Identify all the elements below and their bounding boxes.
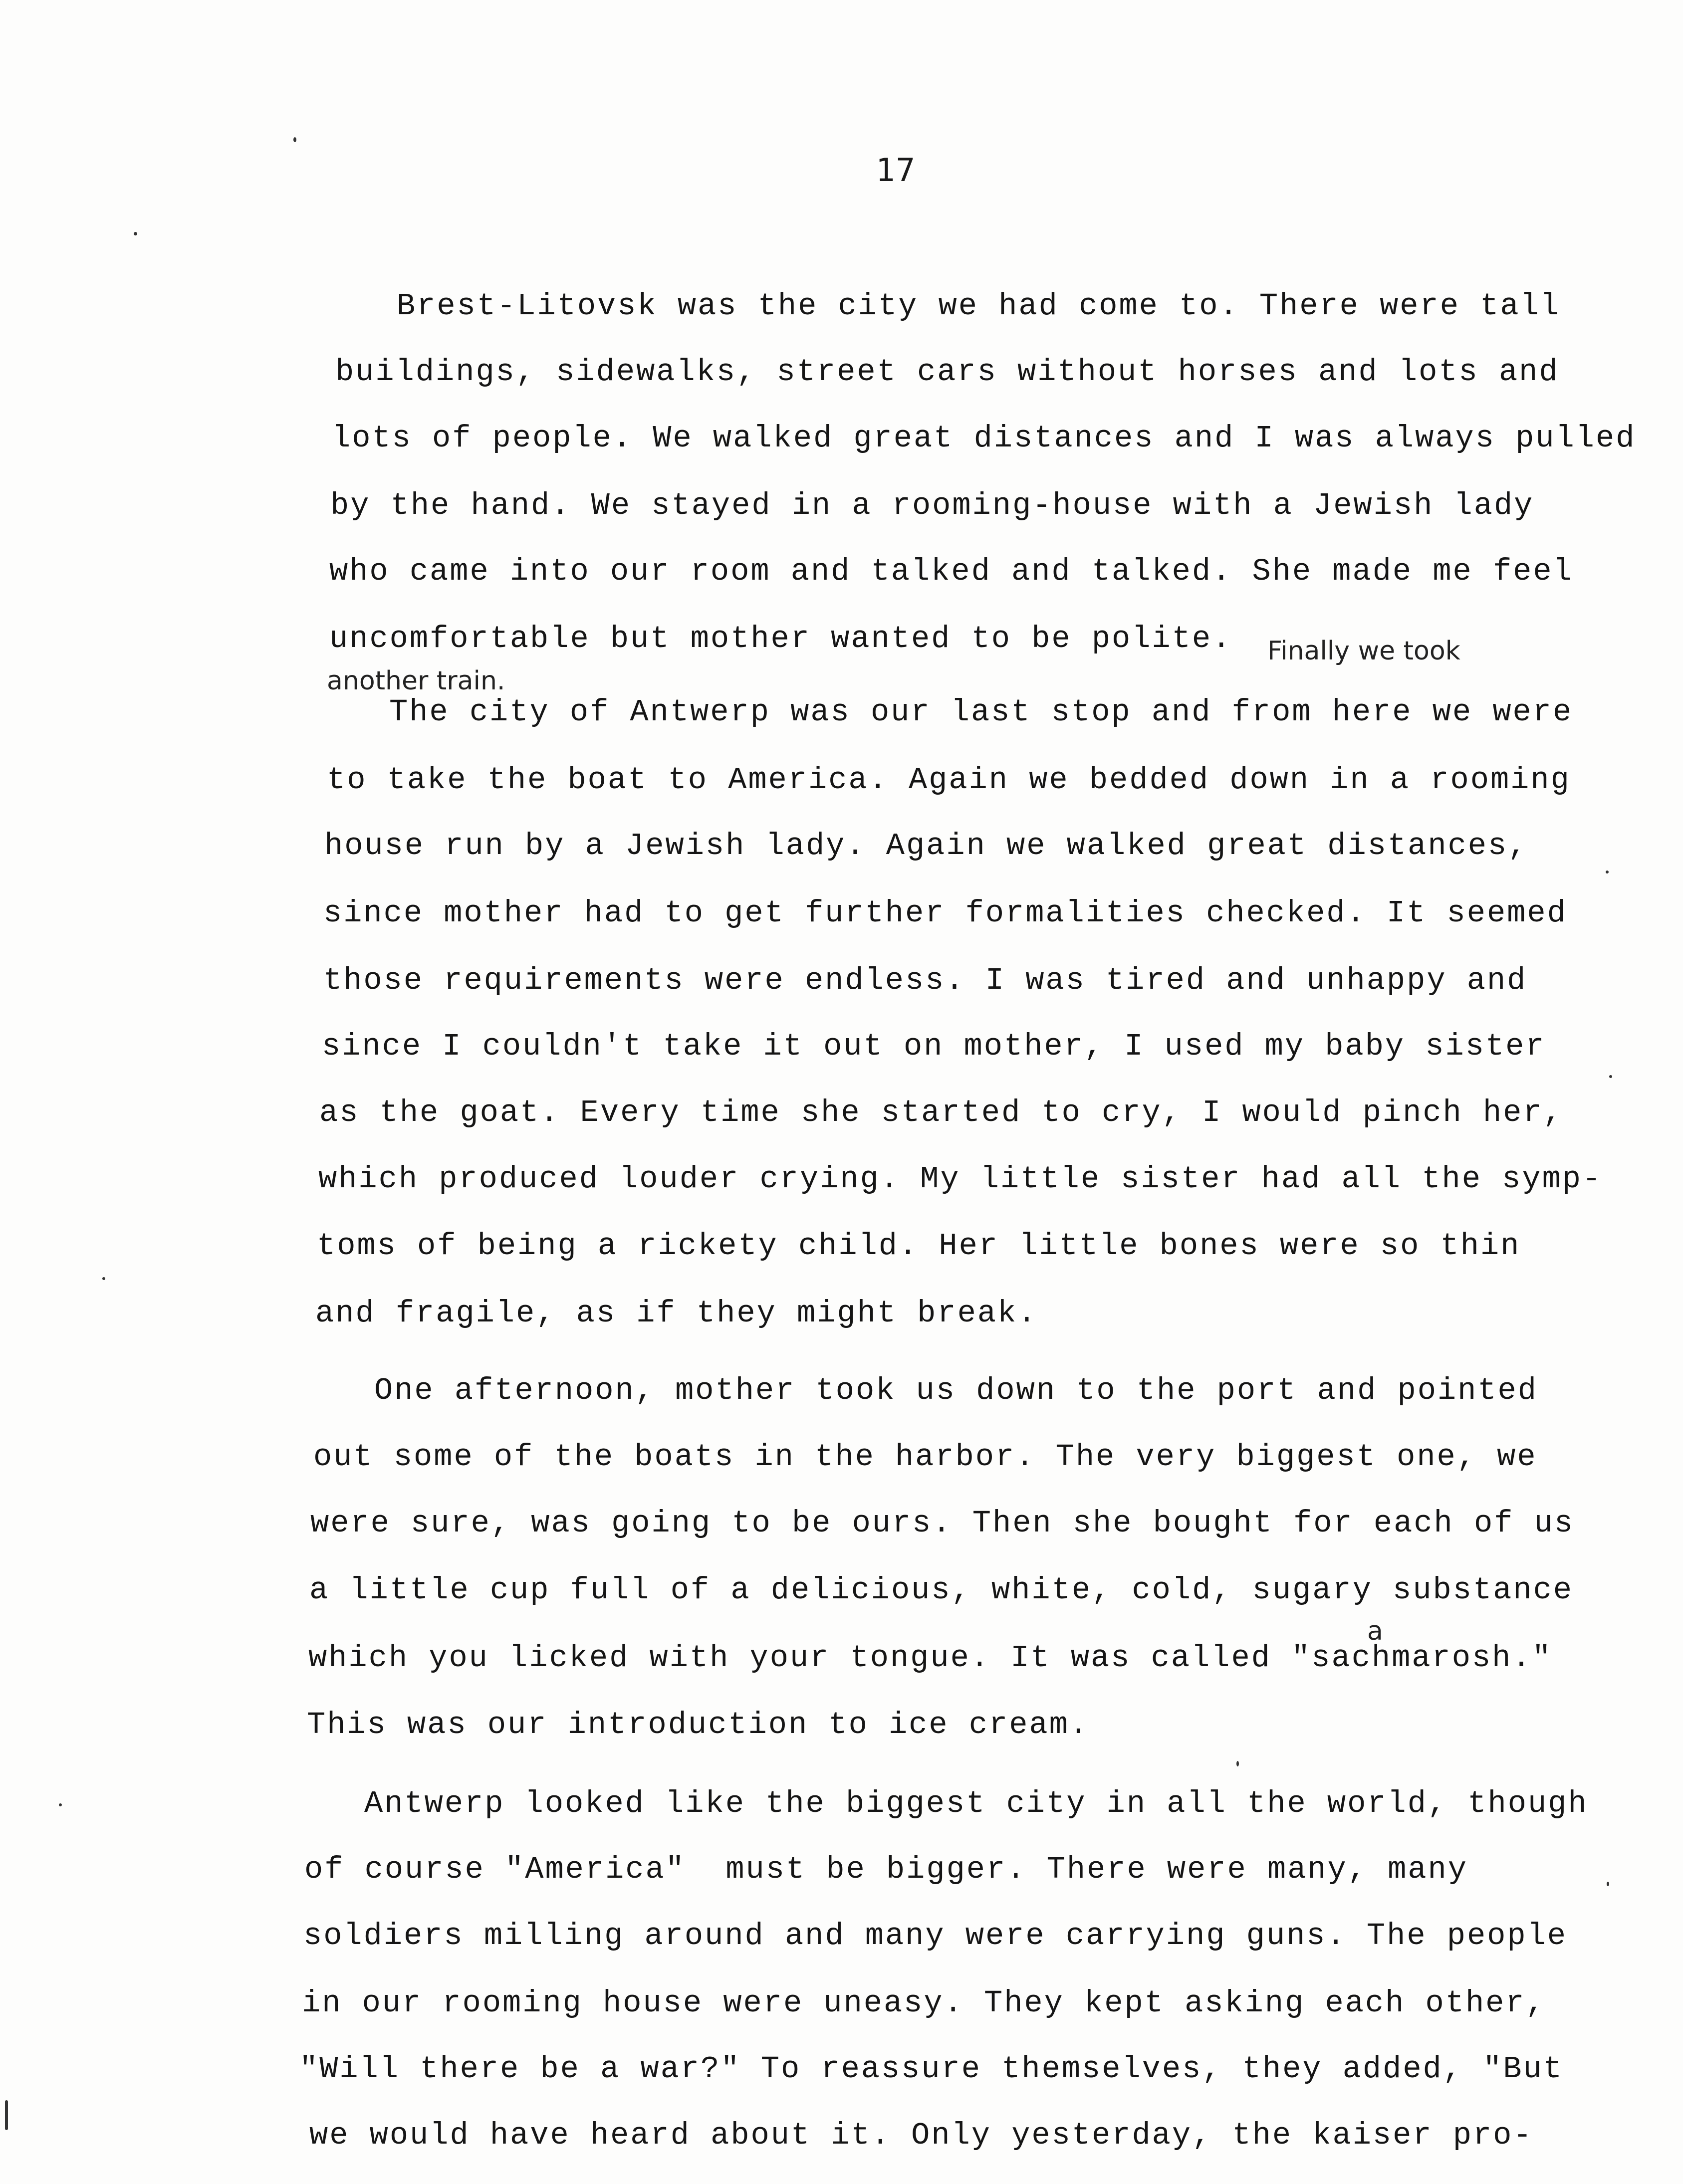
text-line: The city of Antwerp was our last stop and from here we were	[389, 694, 1573, 730]
scan-speck	[293, 137, 296, 142]
text-line: were sure, was going to be ours. Then she bought for each of us	[310, 1506, 1574, 1541]
scan-speck	[1609, 1075, 1612, 1078]
scan-speck	[5, 2100, 8, 2130]
scan-speck	[1236, 1761, 1239, 1766]
text-line: One afternoon, mother took us down to the port and pointed	[374, 1373, 1538, 1408]
handwritten-insert: Finally we took	[1267, 636, 1460, 666]
text-line: house run by a Jewish lady. Again we walked great distances,	[324, 828, 1528, 864]
text-line: Antwerp looked like the biggest city in all the world, though	[364, 1786, 1588, 1821]
text-line: "Will there be a war?" To reassure themselves, they added, "But	[299, 2051, 1563, 2087]
scan-speck	[134, 232, 137, 235]
scan-speck	[1607, 1882, 1609, 1886]
text-line: of course "America" must be bigger. There were many, many	[304, 1852, 1468, 1887]
text-line: uncomfortable but mother wanted to be polite.	[329, 621, 1232, 656]
text-line: we would have heard about it. Only yesterday, the kaiser pro-	[309, 2118, 1533, 2153]
text-line: since I couldn't take it out on mother, I used my baby sister	[322, 1029, 1546, 1064]
text-line: by the hand. We stayed in a rooming-house with a Jewish lady	[330, 488, 1534, 523]
text-line: those requirements were endless. I was tired and unhappy and	[323, 963, 1527, 998]
text-line: and fragile, as if they might break.	[315, 1296, 1038, 1331]
scan-speck	[59, 1803, 62, 1806]
scan-speck	[1606, 871, 1609, 874]
text-line: who came into our room and talked and talked. She made me feel	[329, 554, 1573, 589]
text-line: toms of being a rickety child. Her little bones were so thin	[317, 1228, 1521, 1264]
text-line: Brest-Litovsk was the city we had come to. There were tall	[397, 288, 1560, 324]
text-line: as the goat. Every time she started to cry, I would pinch her,	[319, 1095, 1563, 1130]
text-line: in our rooming house were uneasy. They kept asking each other,	[302, 1985, 1546, 2021]
text-line: buildings, sidewalks, street cars without horses and lots and	[335, 354, 1559, 390]
text-line: which produced louder crying. My little sister had all the symp-	[318, 1161, 1603, 1197]
handwritten-correction: a	[1367, 1616, 1383, 1646]
text-line: since mother had to get further formalities checked. It seemed	[323, 895, 1567, 931]
text-line: which you licked with your tongue. It was called "sachmarosh."	[308, 1640, 1552, 1676]
handwritten-insert: another train.	[327, 666, 505, 696]
text-line: a little cup full of a delicious, white, cold, sugary substance	[309, 1572, 1573, 1608]
text-line: soldiers milling around and many were carrying guns. The people	[303, 1918, 1567, 1954]
scan-speck	[102, 1277, 105, 1280]
text-line: to take the boat to America. Again we bedded down in a rooming	[327, 762, 1571, 798]
text-line: lots of people. We walked great distances and I was always pulled	[332, 421, 1636, 456]
page-number: 17	[876, 152, 917, 189]
text-line: This was our introduction to ice cream.	[307, 1707, 1090, 1743]
text-line: out some of the boats in the harbor. The very biggest one, we	[313, 1439, 1537, 1475]
